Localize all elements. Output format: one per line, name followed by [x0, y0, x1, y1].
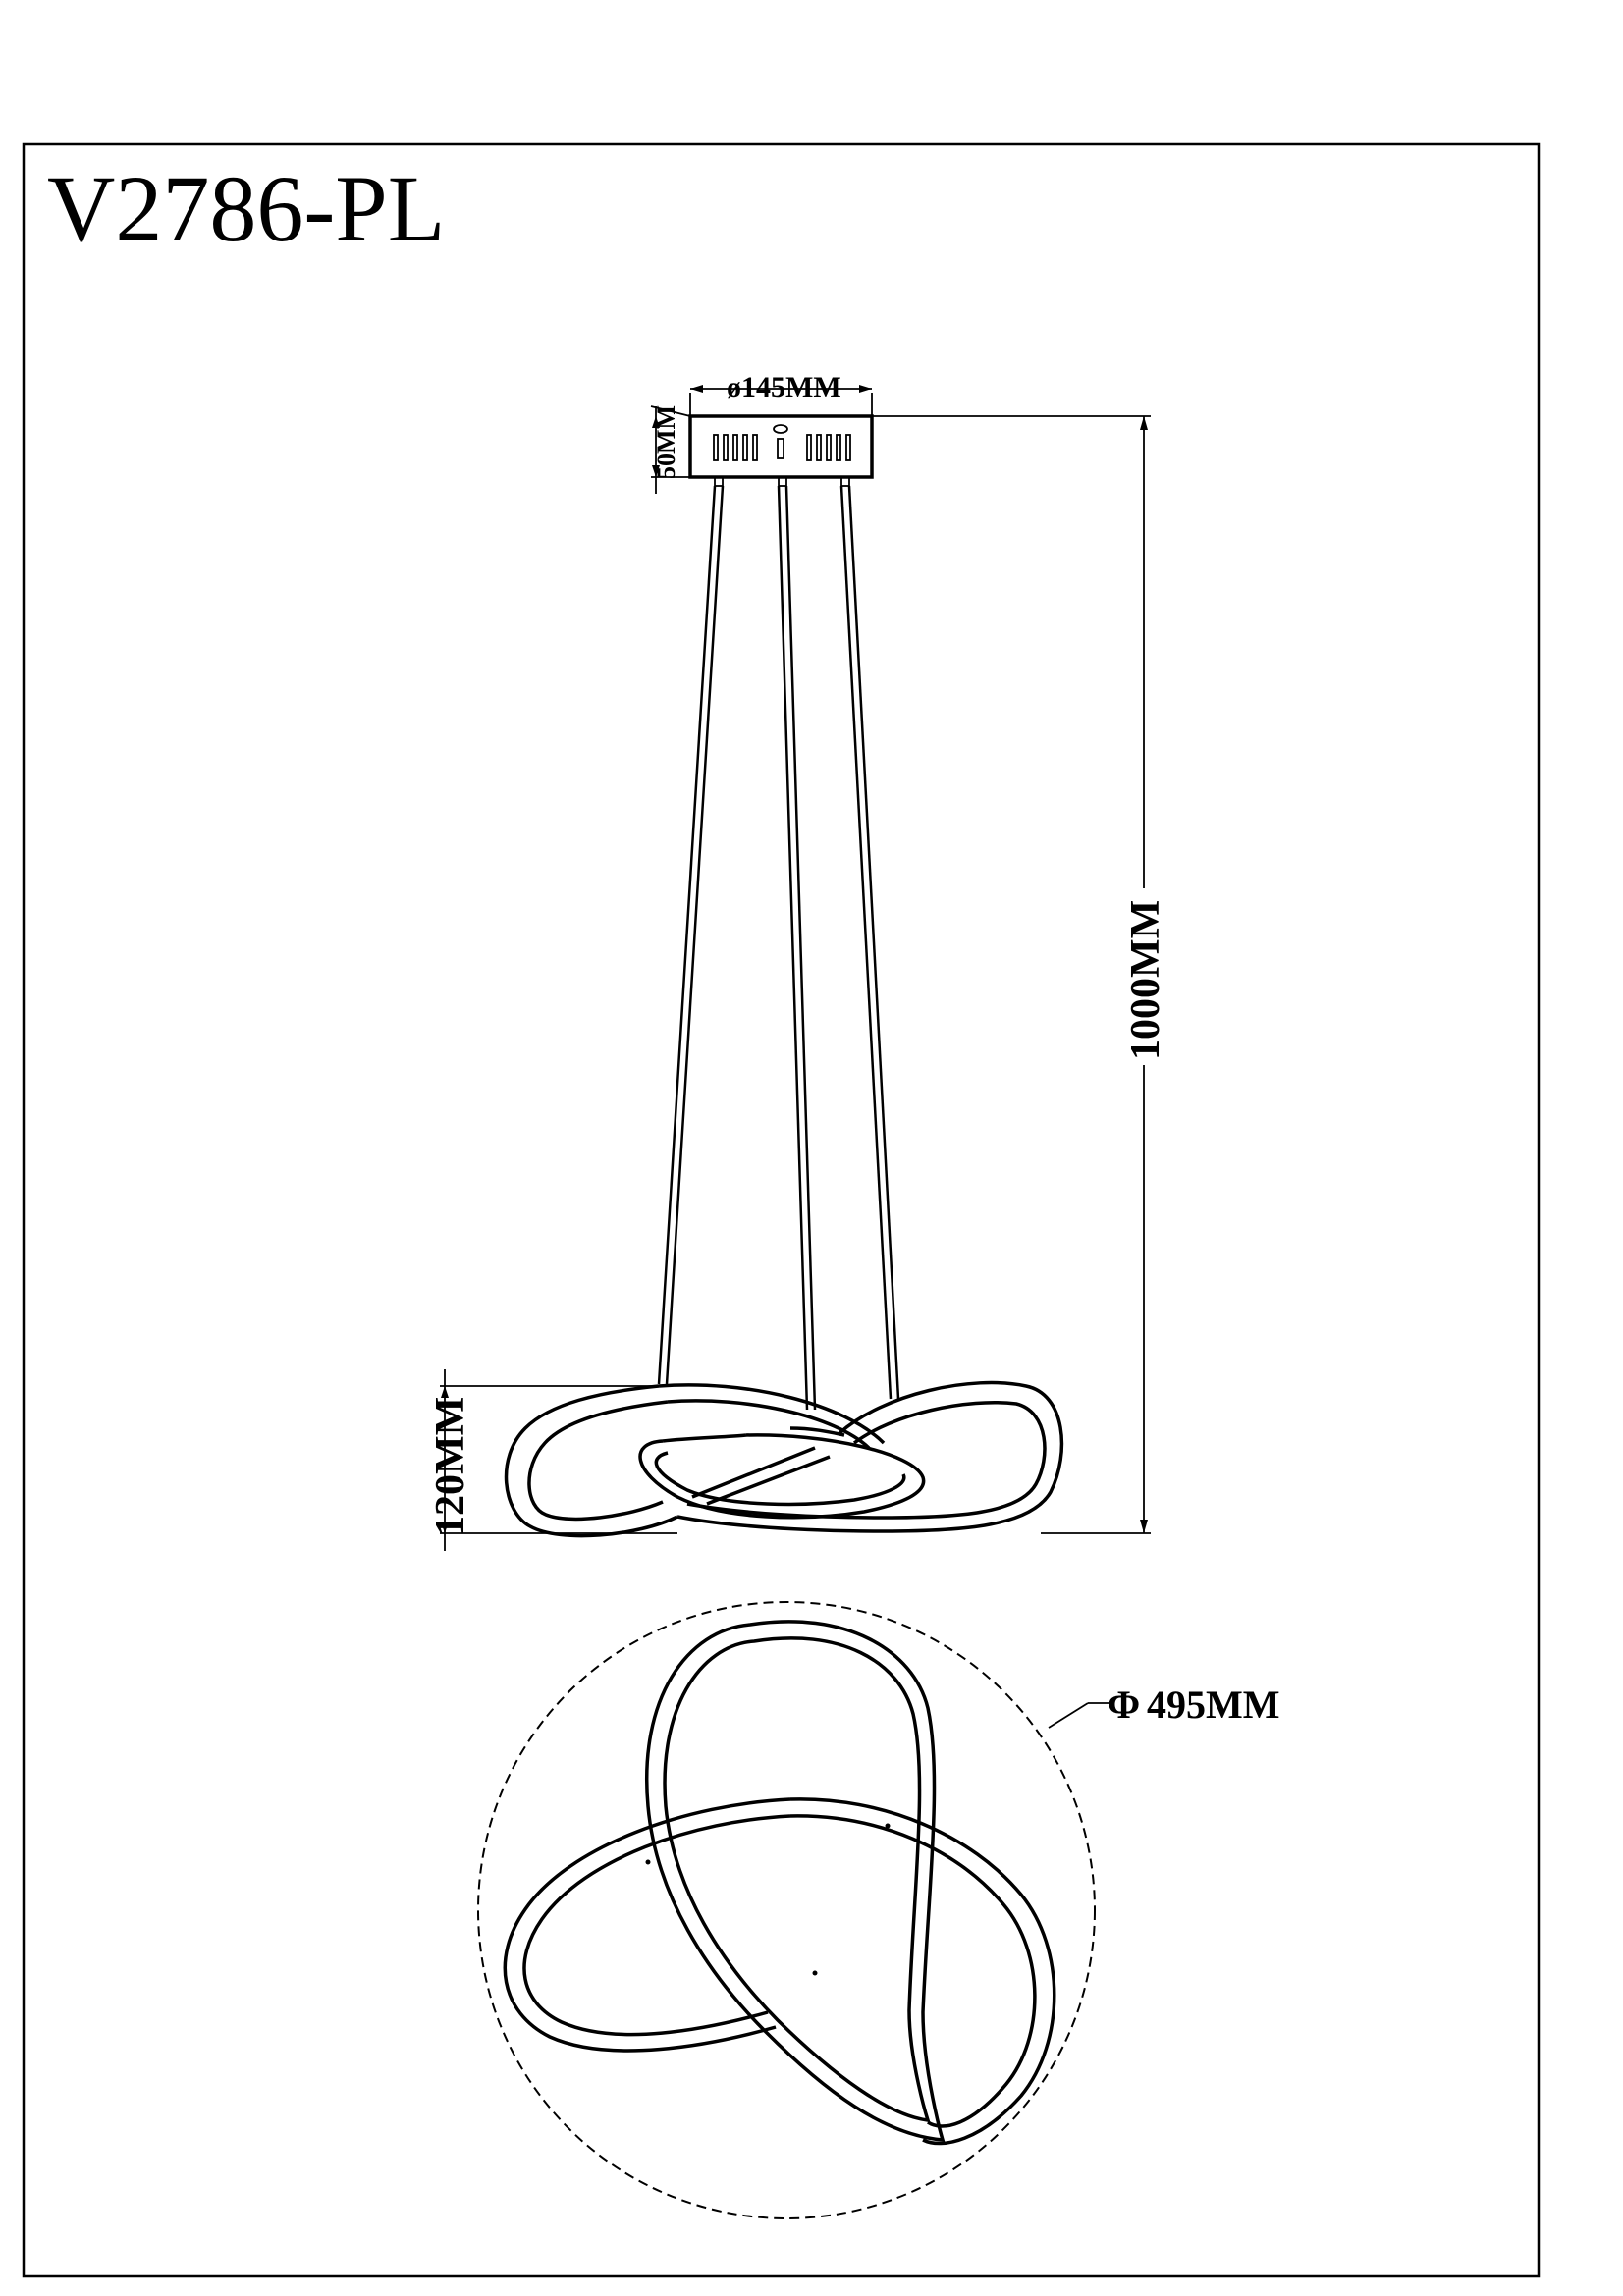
drawing-frame [24, 144, 1539, 2276]
lower-right-ring [790, 1799, 1055, 2144]
fixture-height-label: 120MM [428, 1396, 473, 1536]
model-title: V2786-PL [47, 156, 446, 261]
canopy-height-label: 50MM [652, 404, 680, 479]
fixture-side-view [507, 1383, 1062, 1536]
fixture-top-view [478, 1602, 1095, 2218]
diameter-symbol: Φ [1108, 1682, 1141, 1727]
fixture-diameter-callout [1049, 1682, 1280, 1728]
upper-ring [647, 1622, 943, 2140]
fixture-diameter-label: 495MM [1147, 1682, 1280, 1727]
suspension-length-dimension [872, 416, 1168, 1533]
canopy-height-dimension [651, 405, 690, 494]
canopy-diameter-dimension [690, 371, 872, 416]
canopy-diameter-label: ø145MM [727, 371, 841, 403]
outer-diameter-circle [478, 1602, 1095, 2218]
suspension-length-label: 1000MM [1123, 899, 1168, 1060]
suspension-wires [659, 486, 898, 1410]
ceiling-canopy [690, 416, 872, 486]
